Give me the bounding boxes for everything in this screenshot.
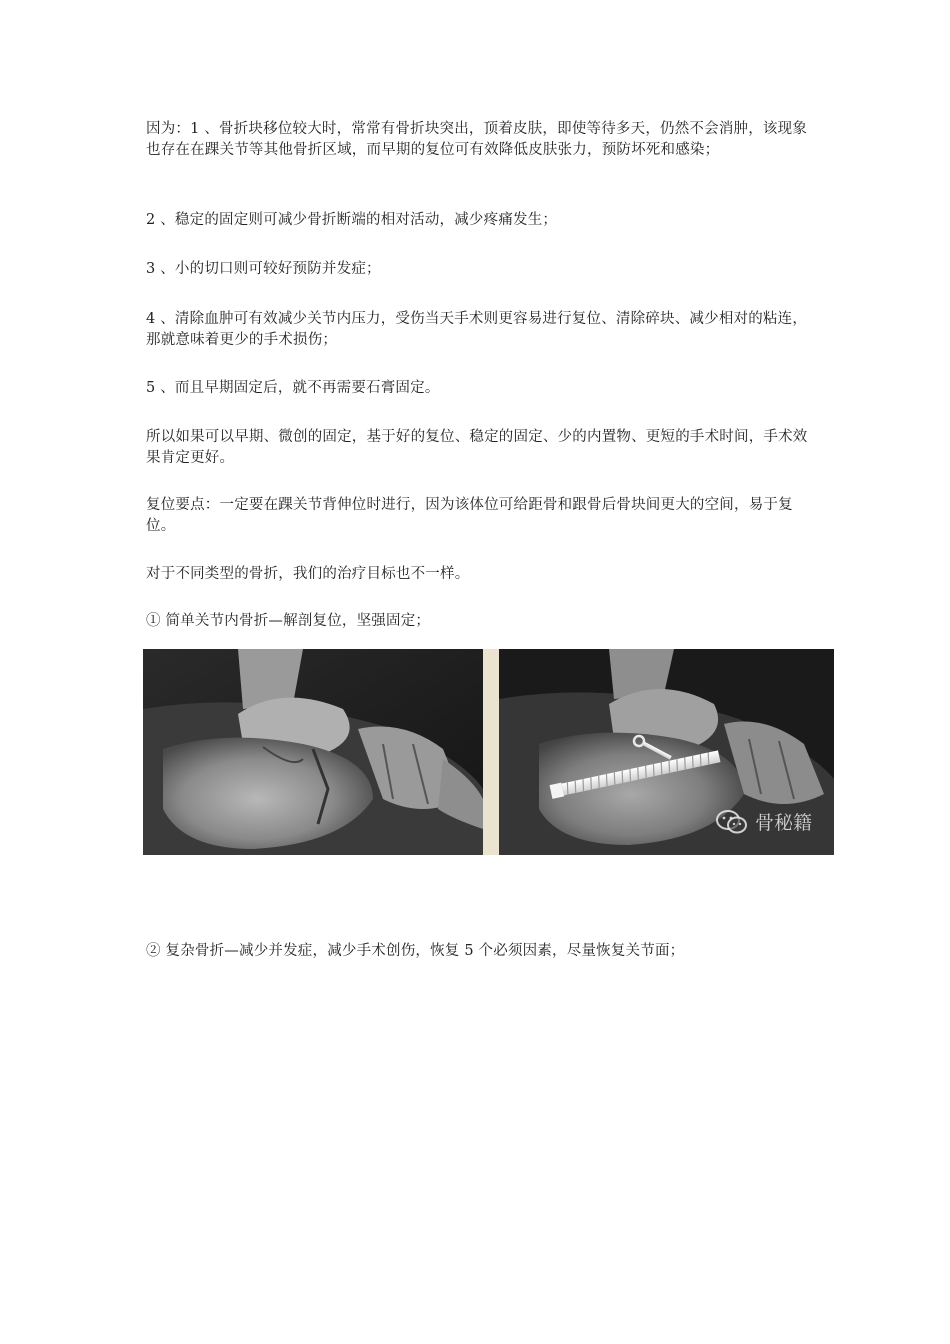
xray-postop-image	[499, 649, 834, 855]
list-item-simple-fracture: ① 简单关节内骨折—解剖复位，坚强固定；	[146, 613, 431, 629]
wechat-icon	[715, 809, 749, 835]
paragraph-summary: 所以如果可以早期、微创的固定，基于好的复位、稳定的固定、少的内置物、更短的手术时间，手术效果肯定更好。	[146, 429, 808, 466]
xray-figure	[143, 649, 834, 855]
paragraph-reason-4: 4 、清除血肿可有效减少关节内压力，受伤当天手术则更容易进行复位、清除碎块、减少相对的粘连，那就意味着更少的手术损伤；	[146, 311, 808, 348]
xray-preop-image	[143, 649, 483, 855]
paragraph-reduction-points: 复位要点：一定要在踝关节背伸位时进行，因为该体位可给距骨和跟骨后骨块间更大的空间，易于复位。	[146, 497, 793, 534]
list-item-complex-fracture: ② 复杂骨折—减少并发症，减少手术创伤，恢复 5 个必须因素，尽量恢复关节面；	[146, 943, 685, 959]
paragraph-reason-3: 3 、小的切口则可较好预防并发症；	[146, 261, 381, 277]
paragraph-reason-1: 因为：1 、骨折块移位较大时，常常有骨折块突出，顶着皮肤，即使等待多天，仍然不会消肿，该现象也存在在踝关节等其他骨折区域，而早期的复位可有效降低皮肤张力，预防坏死和感染；	[146, 121, 808, 158]
paragraph-treatment-goals: 对于不同类型的骨折，我们的治疗目标也不一样。	[146, 566, 470, 582]
watermark-text: 骨秘籍	[754, 812, 812, 834]
paragraph-reason-2: 2 、稳定的固定则可减少骨折断端的相对活动，减少疼痛发生；	[146, 212, 558, 228]
watermark	[715, 808, 812, 835]
paragraph-reason-5: 5 、而且早期固定后，就不再需要石膏固定。	[146, 380, 440, 396]
